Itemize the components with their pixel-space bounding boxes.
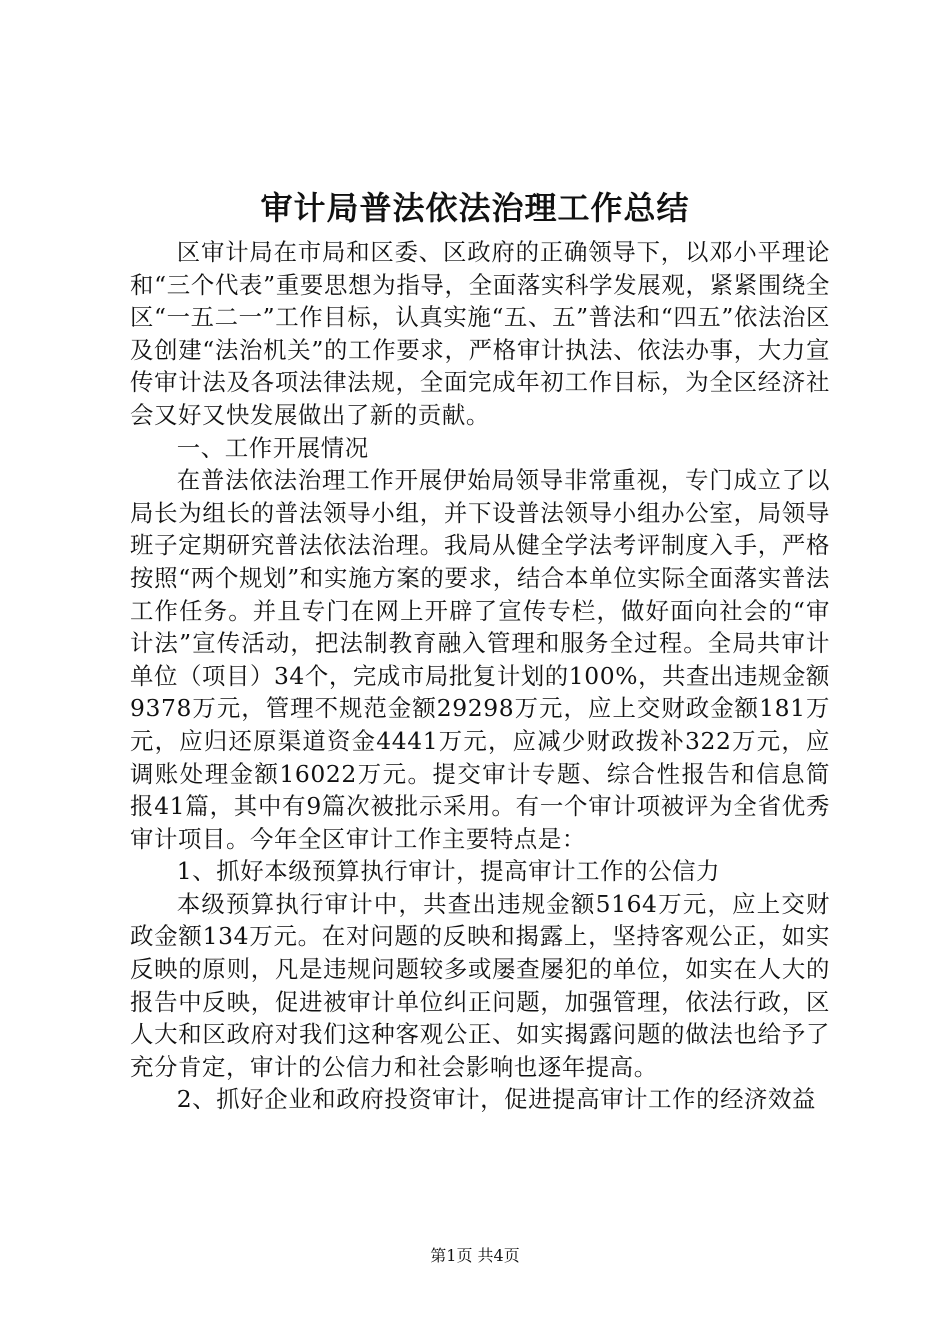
document-title: 审计局普法依法治理工作总结 (260, 189, 690, 227)
page-footer: 第1页 共4页 (430, 1246, 520, 1265)
document-body (130, 236, 830, 1116)
section-heading-work-status: 一、工作开展情况 (176, 433, 369, 462)
subheading-investment-audit: 2、抓好企业和政府投资审计，促进提高审计工作的经济效益 (176, 1085, 817, 1114)
subheading-budget-audit: 1、抓好本级预算执行审计，提高审计工作的公信力 (176, 857, 721, 886)
work-status-paragraph: 在普法依法治理工作开展伊始局领导非常重视，专门成立了以局长为组长的普法领导小组，并下设普法领导小组办公室，局领导班子定期研究普法依法治理。我局从健全学法考评制度入手，严格按照“两个规划”和实施方案的要求，结合本单位实际全面落实普法工作任务。并且专门在网上开辟了宣传专栏，做好面向社会的“审计法”宣传活动，把法制教育融入管理和服务全过程。全局共审计单位（项目）34个，完成市局批复计划的100%，共查出违规金额9378万元，管理不规范金额29298万元，应上交财政金额181万元，应归还原渠道资金4441万元，应减少财政拨补322万元，应调账处理金额16022万元。提交审计专题、综合性报告和信息简报41篇，其中有9篇次被批示采用。有一个审计项被评为全省优秀审计项目。今年全区审计工作主要特点是： (130, 466, 830, 853)
intro-paragraph: 区审计局在市局和区委、区政府的正确领导下，以邓小平理论和“三个代表”重要思想为指导，全面落实科学发展观，紧紧围绕全区“一五二一”工作目标，认真实施“五、五”普法和“四五”依法治区及创建“法治机关”的工作要求，严格审计执法、依法办事，大力宣传审计法及各项法律法规，全面完成年初工作目标，为全区经济社会又好又快发展做出了新的贡献。 (130, 238, 830, 429)
budget-audit-paragraph: 本级预算执行审计中，共查出违规金额5164万元，应上交财政金额134万元。在对问题的反映和揭露上，坚持客观公正，如实反映的原则，凡是违规问题较多或屡查屡犯的单位，如实在人大的报告中反映，促进被审计单位纠正问题，加强管理，依法行政，区人大和区政府对我们这种客观公正、如实揭露问题的做法也给予了充分肯定，审计的公信力和社会影响也逐年提高。 (130, 889, 830, 1081)
